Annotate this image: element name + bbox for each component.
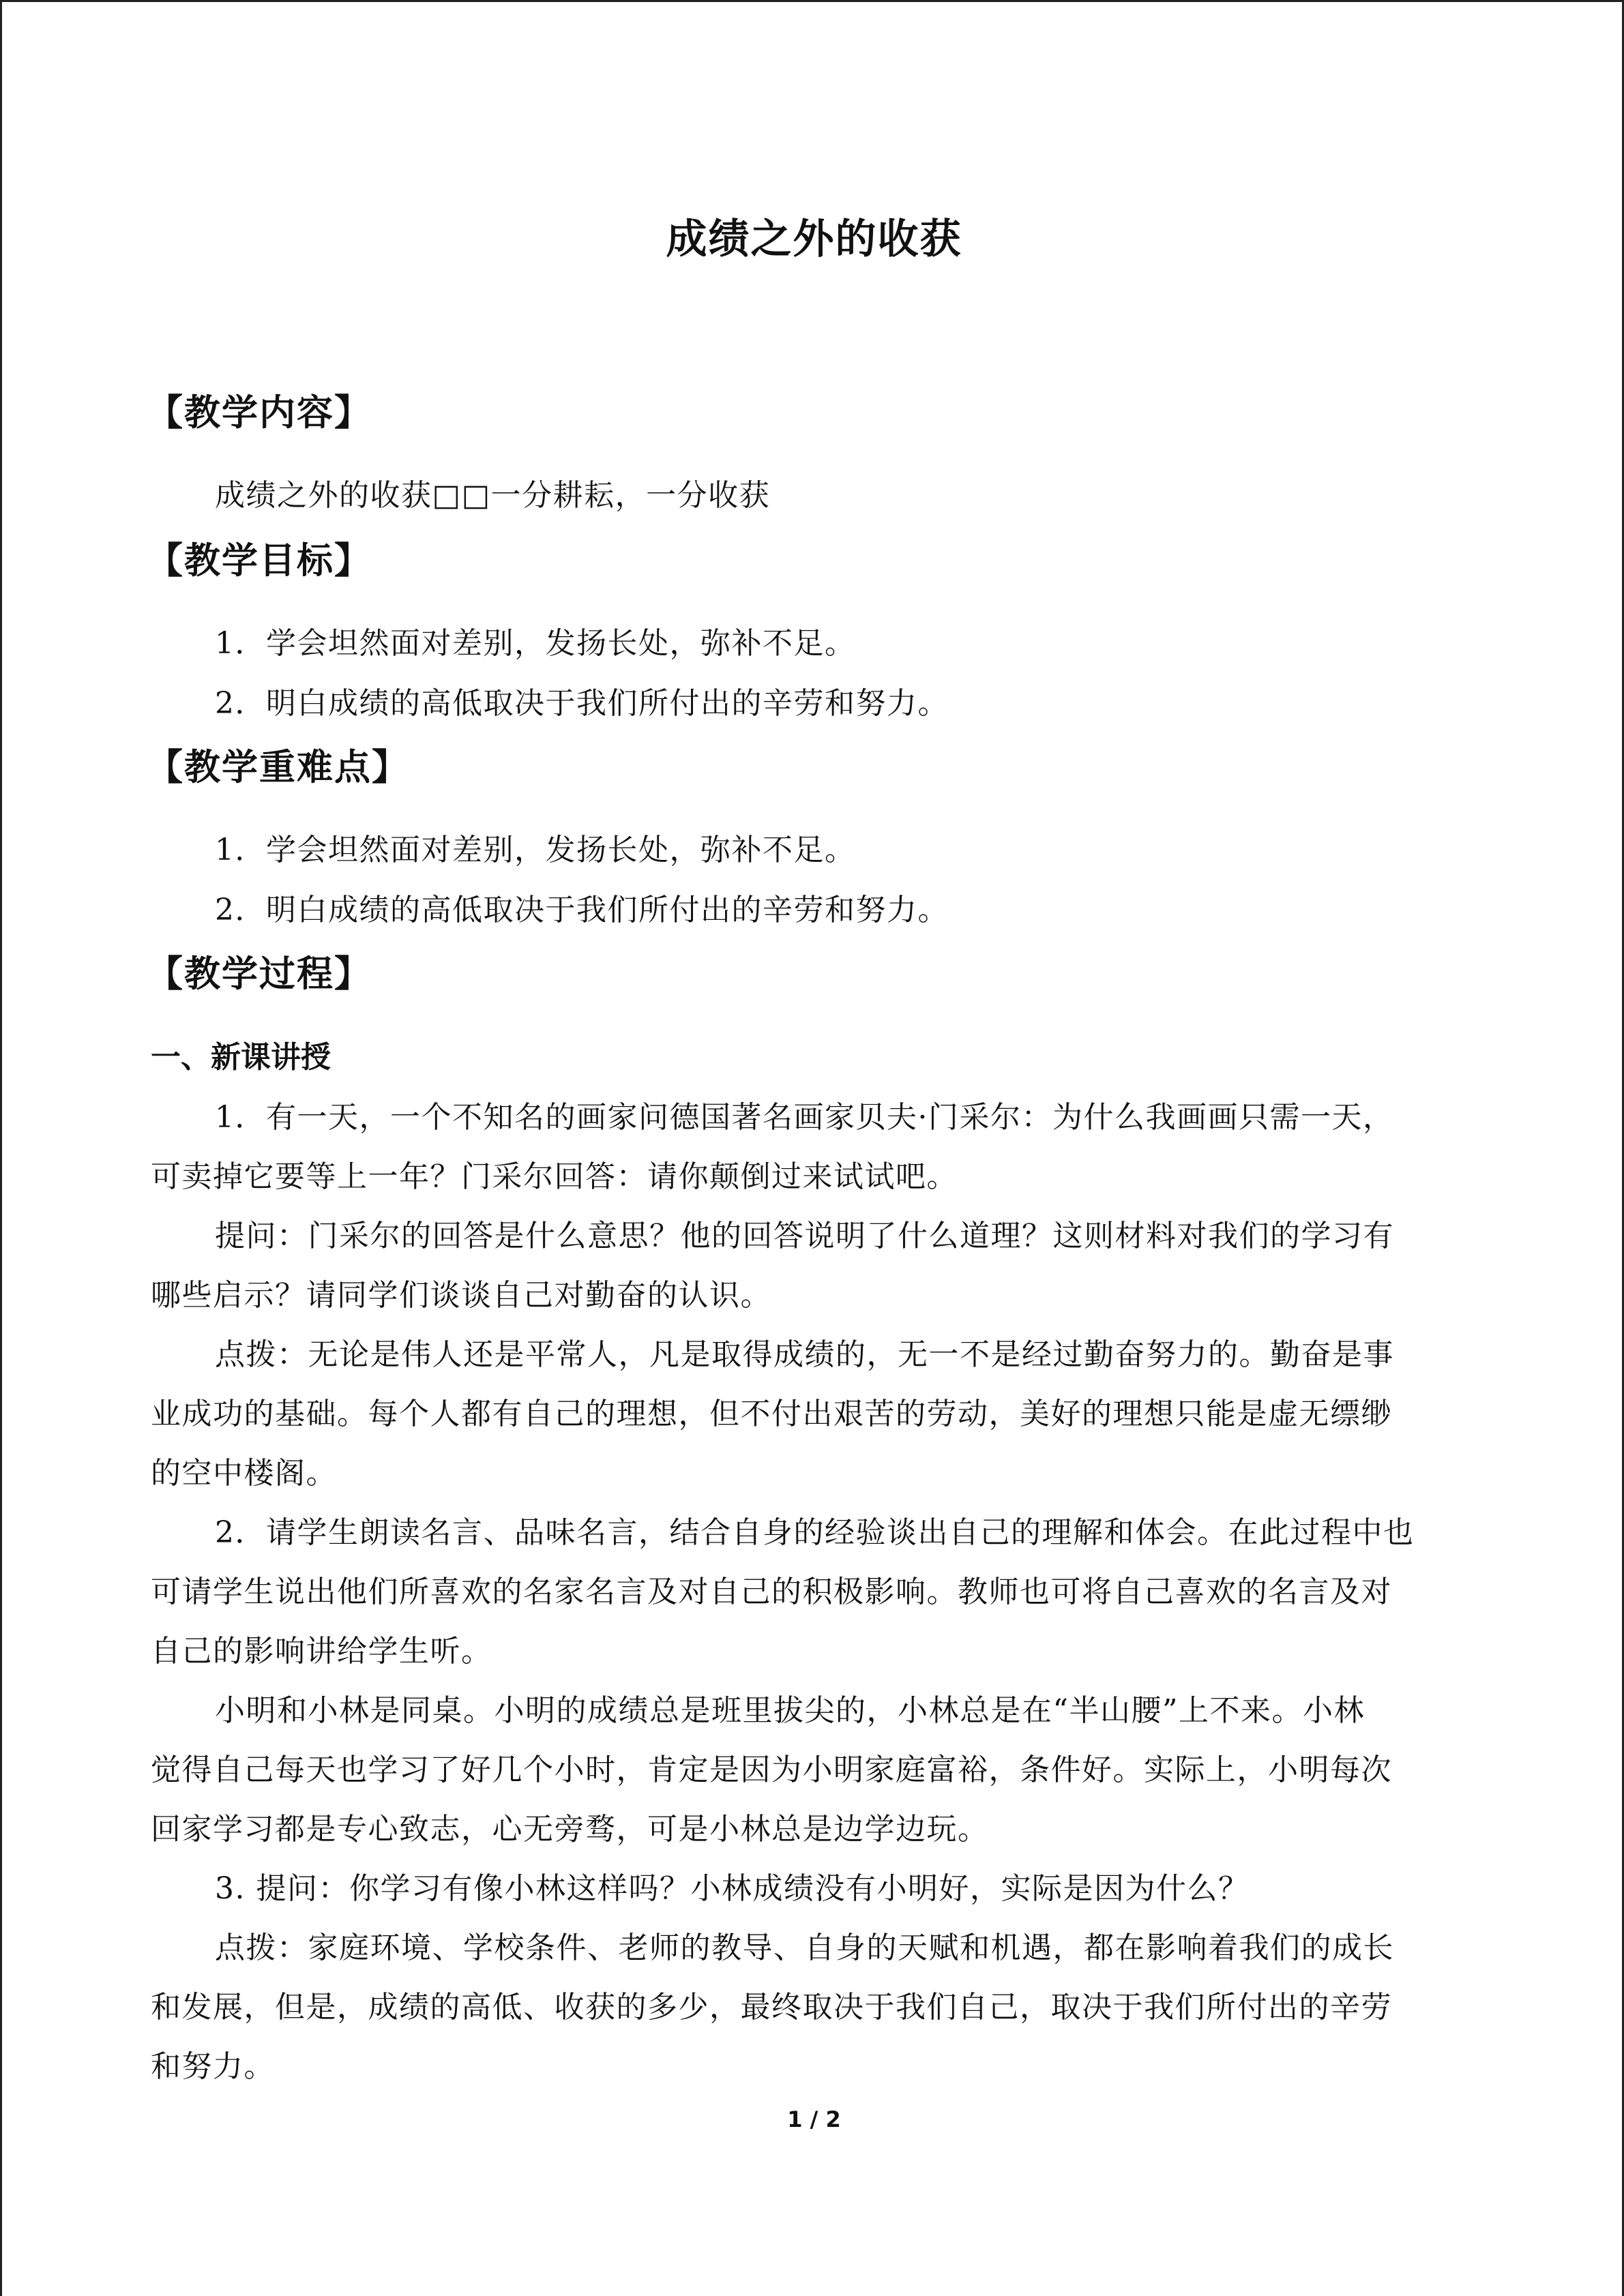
keypoint-item-1: 1．学会坦然面对差别，发扬长处，弥补不足。 bbox=[215, 833, 856, 867]
goal-item-2: 2．明白成绩的高低取决于我们所付出的辛劳和努力。 bbox=[215, 686, 949, 721]
process-line: 1．有一天，一个不知名的画家问德国著名画家贝夫·门采尔：为什么我画画只需一天， bbox=[215, 1100, 1394, 1135]
process-line: 哪些启示？请同学们谈谈自己对勤奋的认识。 bbox=[151, 1278, 771, 1313]
process-line: 的空中楼阁。 bbox=[151, 1456, 337, 1491]
process-subheading: 一、新课讲授 bbox=[151, 1040, 331, 1075]
process-line: 可请学生说出他们所喜欢的名家名言及对自己的积极影响。教师也可将自己喜欢的名言及对 bbox=[151, 1575, 1392, 1609]
process-line: 和发展，但是，成绩的高低、收获的多少，最终取决于我们自己，取决于我们所付出的辛劳 bbox=[151, 1990, 1392, 2025]
process-line: 3. 提问：你学习有像小林这样吗？小林成绩没有小明好，实际是因为什么？ bbox=[215, 1871, 1250, 1906]
section-heading-content: 【教学内容】 bbox=[147, 392, 372, 434]
goal-item-1: 1．学会坦然面对差别，发扬长处，弥补不足。 bbox=[215, 626, 856, 661]
process-line: 提问：门采尔的回答是什么意思？他的回答说明了什么道理？这则材料对我们的学习有 bbox=[215, 1219, 1394, 1253]
process-line: 和努力。 bbox=[151, 2049, 275, 2084]
process-line: 业成功的基础。每个人都有自己的理想，但不付出艰苦的劳动，美好的理想只能是虚无缥缈 bbox=[151, 1397, 1392, 1431]
process-line: 点拨：无论是伟人还是平常人，凡是取得成绩的，无一不是经过勤奋努力的。勤奋是事 bbox=[215, 1337, 1394, 1372]
process-line: 可卖掉它要等上一年？门采尔回答：请你颠倒过来试试吧。 bbox=[151, 1159, 958, 1194]
page-number: 1 / 2 bbox=[787, 2106, 841, 2132]
content-line: 成绩之外的收获□□一分耕耘，一分收获 bbox=[215, 478, 771, 513]
section-heading-process: 【教学过程】 bbox=[147, 953, 372, 995]
section-heading-keypoints: 【教学重难点】 bbox=[147, 747, 409, 788]
document-title: 成绩之外的收获 bbox=[666, 215, 962, 263]
section-heading-goals: 【教学目标】 bbox=[147, 540, 372, 582]
keypoint-item-2: 2．明白成绩的高低取决于我们所付出的辛劳和努力。 bbox=[215, 893, 949, 927]
process-line: 自己的影响讲给学生听。 bbox=[151, 1634, 492, 1669]
process-line: 2．请学生朗读名言、品味名言，结合自身的经验谈出自己的理解和体会。在此过程中也 bbox=[215, 1515, 1415, 1550]
process-line: 小明和小林是同桌。小明的成绩总是班里拔尖的，小林总是在“半山腰”上不来。小林 bbox=[215, 1693, 1365, 1728]
process-line: 回家学习都是专心致志，心无旁骛，可是小林总是边学边玩。 bbox=[151, 1812, 989, 1847]
process-line: 觉得自己每天也学习了好几个小时，肯定是因为小明家庭富裕，条件好。实际上，小明每次 bbox=[151, 1753, 1392, 1787]
process-line: 点拨：家庭环境、学校条件、老师的教导、自身的天赋和机遇，都在影响着我们的成长 bbox=[215, 1930, 1394, 1965]
